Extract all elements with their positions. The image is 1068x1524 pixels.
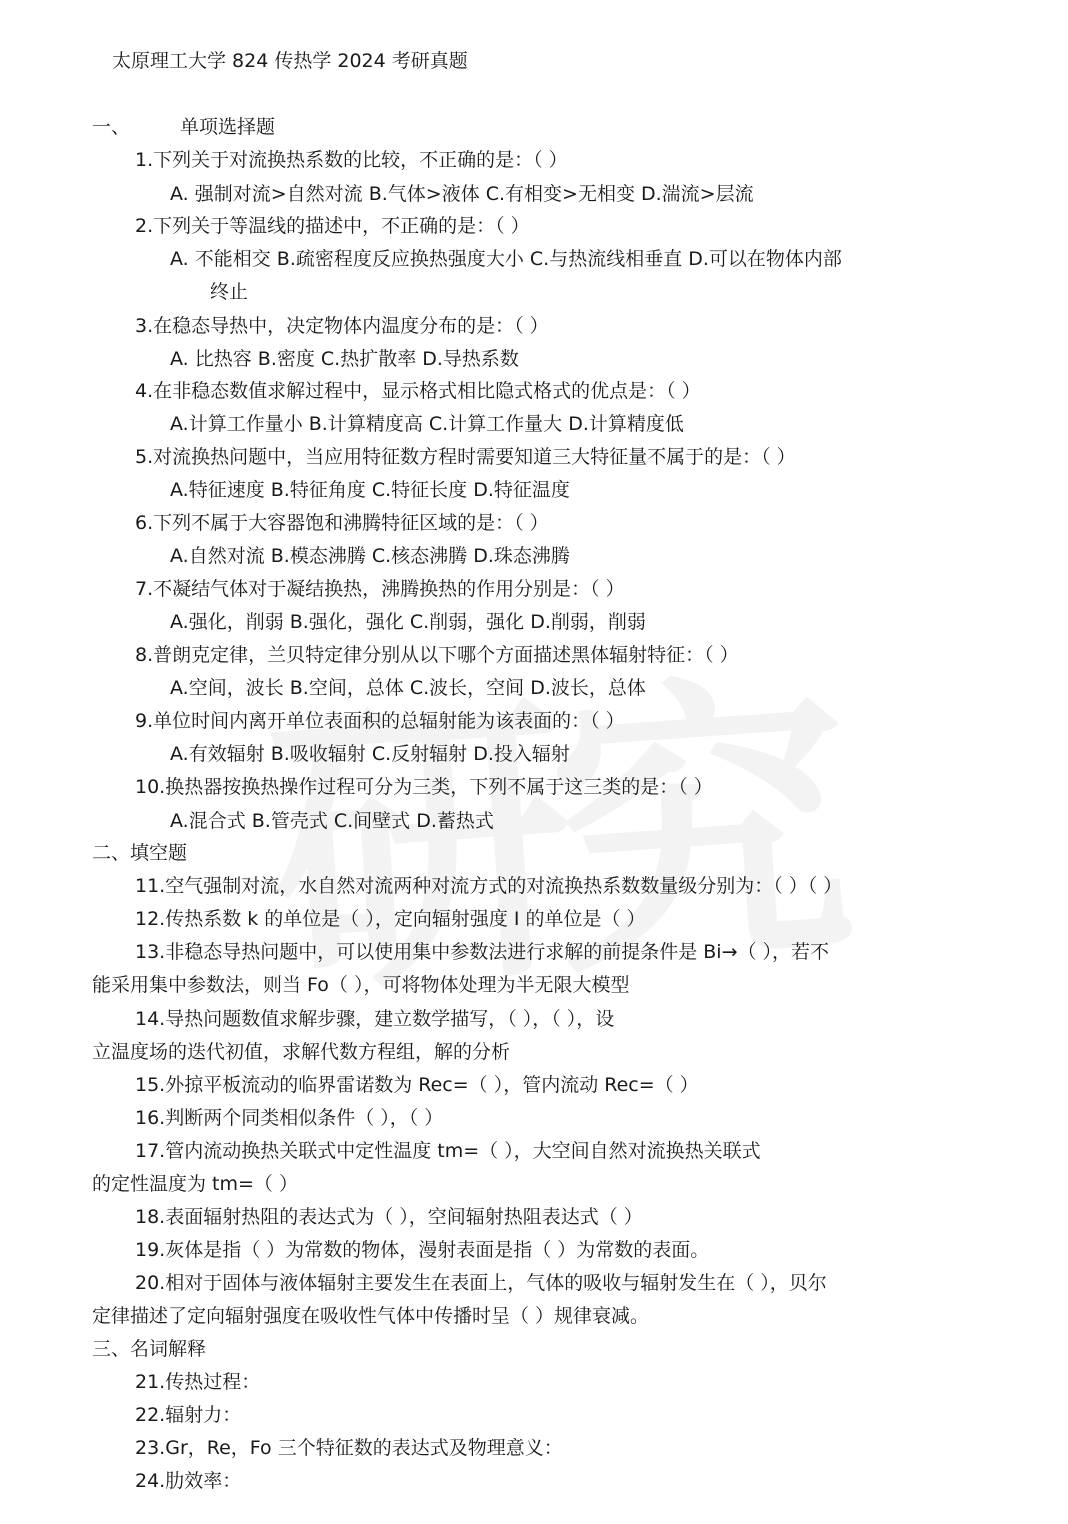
question-20: 20.相对于固体与液体辐射主要发生在表面上，气体的吸收与辐射发生在（ ），贝尔 <box>135 1272 827 1294</box>
question-1: 1.下列关于对流换热系数的比较，不正确的是：（ ） <box>135 149 568 171</box>
question-2-options-cont: 终止 <box>210 281 249 303</box>
question-13: 13.非稳态导热问题中，可以使用集中参数法进行求解的前提条件是 Bi→（ ），若不 <box>135 941 830 963</box>
question-6: 6.下列不属于大容器饱和沸腾特征区域的是：（ ） <box>135 512 549 534</box>
section-number: 一、 <box>92 116 131 138</box>
section-label: 单项选择题 <box>180 116 276 138</box>
question-6-options: A.自然对流 B.模态沸腾 C.核态沸腾 D.珠态沸腾 <box>170 545 570 567</box>
question-17: 17.管内流动换热关联式中定性温度 tm=（ ），大空间自然对流换热关联式 <box>135 1140 761 1162</box>
question-8-options: A.空间，波长 B.空间，总体 C.波长，空间 D.波长，总体 <box>170 677 646 699</box>
question-18: 18.表面辐射热阻的表达式为（ ），空间辐射热阻表达式（ ） <box>135 1206 643 1228</box>
section-heading-fill: 二、填空题 <box>92 842 188 864</box>
question-20-cont: 定律描述了定向辐射强度在吸收性气体中传播时呈（ ）规律衰减。 <box>92 1305 650 1327</box>
question-4: 4.在非稳态数值求解过程中，显示格式相比隐式格式的优点是：（ ） <box>135 380 701 402</box>
question-24: 24.肋效率： <box>135 1470 242 1492</box>
question-19: 19.灰体是指（ ）为常数的物体，漫射表面是指（ ）为常数的表面。 <box>135 1239 710 1261</box>
question-23: 23.Gr，Re，Fo 三个特征数的表达式及物理意义： <box>135 1437 563 1459</box>
question-9: 9.单位时间内离开单位表面积的总辐射能为该表面的：（ ） <box>135 710 625 732</box>
question-17-cont: 的定性温度为 tm=（ ） <box>92 1173 298 1195</box>
question-16: 16.判断两个同类相似条件（ ），（ ） <box>135 1107 444 1129</box>
question-13-cont: 能采用集中参数法，则当 Fo（ ），可将物体处理为半无限大模型 <box>92 974 630 996</box>
section-heading-choice <box>92 114 275 140</box>
question-10-options: A.混合式 B.管壳式 C.间壁式 D.蓄热式 <box>170 810 494 832</box>
question-5: 5.对流换热问题中，当应用特征数方程时需要知道三大特征量不属于的是：（ ） <box>135 446 796 468</box>
question-8: 8.普朗克定律，兰贝特定律分别从以下哪个方面描述黑体辐射特征：（ ） <box>135 644 739 666</box>
document-title: 太原理工大学 824 传热学 2024 考研真题 <box>112 50 468 72</box>
question-2-options: A. 不能相交 B.疏密程度反应换热强度大小 C.与热流线相垂直 D.可以在物体内部 <box>170 248 842 270</box>
question-7-options: A.强化，削弱 B.强化，强化 C.削弱，强化 D.削弱，削弱 <box>170 611 646 633</box>
question-3: 3.在稳态导热中，决定物体内温度分布的是：（ ） <box>135 315 549 337</box>
question-21: 21.传热过程： <box>135 1371 261 1393</box>
question-14: 14.导热问题数值求解步骤，建立数学描写，（ ），（ ），设 <box>135 1008 615 1030</box>
question-4-options: A.计算工作量小 B.计算精度高 C.计算工作量大 D.计算精度低 <box>170 413 684 435</box>
question-3-options: A. 比热容 B.密度 C.热扩散率 D.导热系数 <box>170 348 519 370</box>
question-9-options: A.有效辐射 B.吸收辐射 C.反射辐射 D.投入辐射 <box>170 743 570 765</box>
question-10: 10.换热器按换热操作过程可分为三类，下列不属于这三类的是：（ ） <box>135 776 713 798</box>
question-2: 2.下列关于等温线的描述中，不正确的是：（ ） <box>135 215 530 237</box>
question-22: 22.辐射力： <box>135 1404 242 1426</box>
question-12: 12.传热系数 k 的单位是（ ），定向辐射强度 I 的单位是（ ） <box>135 908 646 930</box>
question-14-cont: 立温度场的迭代初值，求解代数方程组，解的分析 <box>92 1041 511 1063</box>
question-1-options: A. 强制对流>自然对流 B.气体>液体 C.有相变>无相变 D.湍流>层流 <box>170 183 754 205</box>
question-15: 15.外掠平板流动的临界雷诺数为 Rec=（ ），管内流动 Rec=（ ） <box>135 1074 699 1096</box>
question-11: 11.空气强制对流，水自然对流两种对流方式的对流换热系数数量级分别为：（ ）（ ） <box>135 875 843 897</box>
question-7: 7.不凝结气体对于凝结换热，沸腾换热的作用分别是：（ ） <box>135 578 625 600</box>
section-heading-terms: 三、名词解释 <box>92 1338 207 1360</box>
question-5-options: A.特征速度 B.特征角度 C.特征长度 D.特征温度 <box>170 479 570 501</box>
